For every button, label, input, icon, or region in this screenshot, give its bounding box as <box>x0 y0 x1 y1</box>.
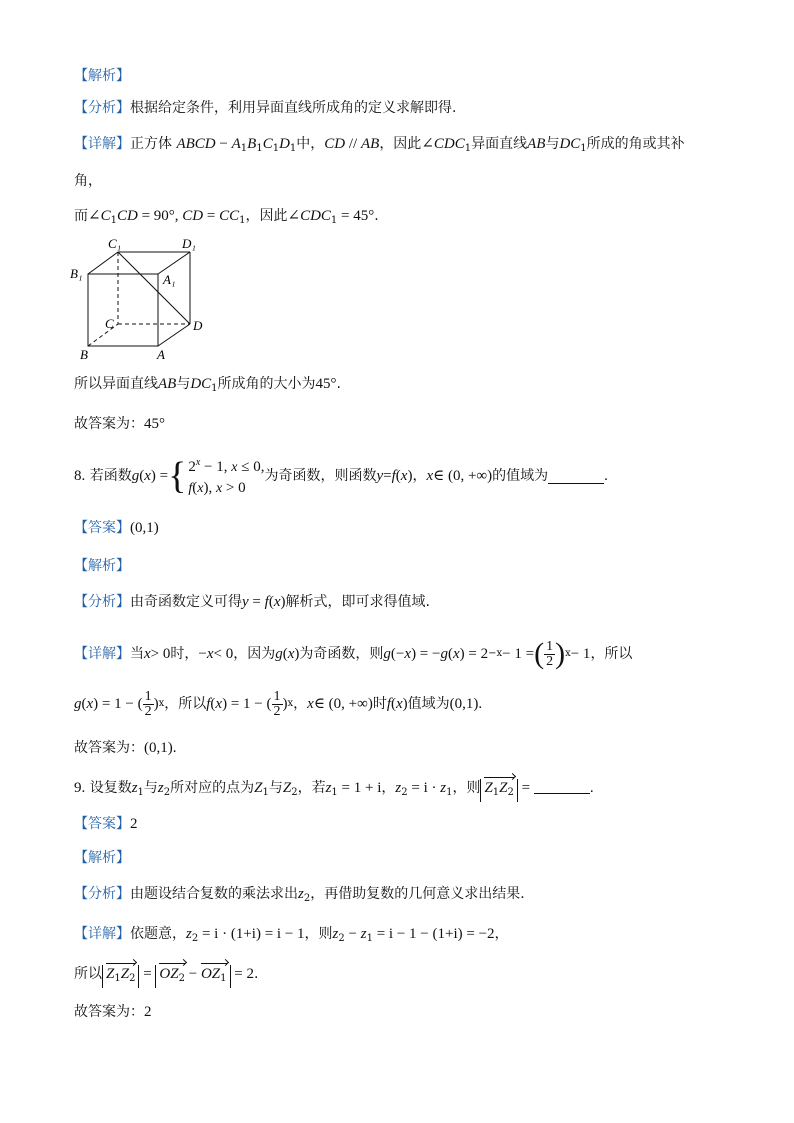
label-C1: C₁ <box>108 236 122 251</box>
label-A: A <box>157 347 165 362</box>
q9-detail-line1: 【详解】依题意，$z_2 = i \cdot (1+i) = i - 1$，则$z_2 - z_1 = i - 1 - (1+i) = -2$， <box>74 926 509 944</box>
q9-detail-line2: 所以 $Z_1Z_2 = OZ_2 - OZ_1 = 2$. <box>74 964 258 988</box>
q7-conclusion: 所以异面直线AB与$DC_1$所成角的大小为45°. <box>74 376 341 394</box>
q8-detail-line2: g ( x ) = 1 − ( $\frac{1}{2}$ ) x ，所以 f ( x ) = 1 − ( $\frac{1}{2}$ ) x ， x ∈ (0, +∞) 时 f ( x ) 值域为 (0,1). <box>74 688 483 719</box>
q8-fenxi: 【分析】由奇函数定义可得y = f(x)解析式，即可求得值域. <box>74 594 430 610</box>
q7-detail-line3: 而$\angle C_1CD = 90^\circ$, CD = $CC_1$，因此$\angle CDC_1 = 45^\circ$. <box>74 208 379 226</box>
q8-final-answer: 故答案为：(0,1). <box>74 740 177 756</box>
q7-final-answer: 故答案为：45° <box>74 416 165 432</box>
q7-detail-line1: 【详解】正方体 ABCD − $A_1B_1C_1D_1$中，CD // AB，因此$\angle CDC_1$异面直线AB与$DC_1$所成的角或其补 <box>74 136 685 154</box>
label-D1: D₁ <box>182 236 196 251</box>
label-B1: B₁ <box>70 266 83 281</box>
q8-answer-blank <box>548 469 604 484</box>
q9-answer: 【答案】2 <box>74 816 138 832</box>
q9-fenxi: 【分析】由题设结合复数的乘法求出$z_2$，再借助复数的几何意义求出结果. <box>74 886 525 904</box>
label-D: D <box>193 318 203 333</box>
q9-analysis-heading: 【解析】 <box>74 850 130 866</box>
label-B: B <box>80 347 88 362</box>
label-A1: A₁ <box>163 272 176 287</box>
cube-figure <box>70 234 220 364</box>
q7-analysis-heading: 【解析】 <box>74 68 130 84</box>
q9-final-answer: 故答案为：2 <box>74 1004 152 1020</box>
q7-fenxi: 【分析】根据给定条件，利用异面直线所成角的定义求解即得. <box>74 100 457 116</box>
q7-detail-line2: 角， <box>74 173 102 189</box>
q8-analysis-heading: 【解析】 <box>74 558 130 574</box>
q9-stem: 9. 设复数$z_1$与$z_2$所对应的点为$Z_1$与$Z_2$，若$z_1 = 1 + i$，$z_2 = i \cdot z_1$，则 $Z_1Z_2$ = . <box>74 778 594 803</box>
q8-answer: 【答案】(0,1) <box>74 520 159 536</box>
label-C: C <box>105 316 114 331</box>
q8-detail-line1: 【详解】 当 x > 0 时， − x < 0 ，因为 g ( x ) 为奇函数，则 g (− x ) = − g ( x ) = 2 −x − 1 = ( $\frac{1}{2}$ ) x − 1 ，所以 <box>74 637 633 670</box>
q9-answer-blank <box>534 779 590 794</box>
q8-stem: 8. 若函数 g ( x ) = { $2^x - 1$, x ≤ 0, f(x), x > 0 为奇函数，则函数 y = f ( x ) ， x ∈ (0, +∞) 的值域为 . <box>74 455 608 497</box>
